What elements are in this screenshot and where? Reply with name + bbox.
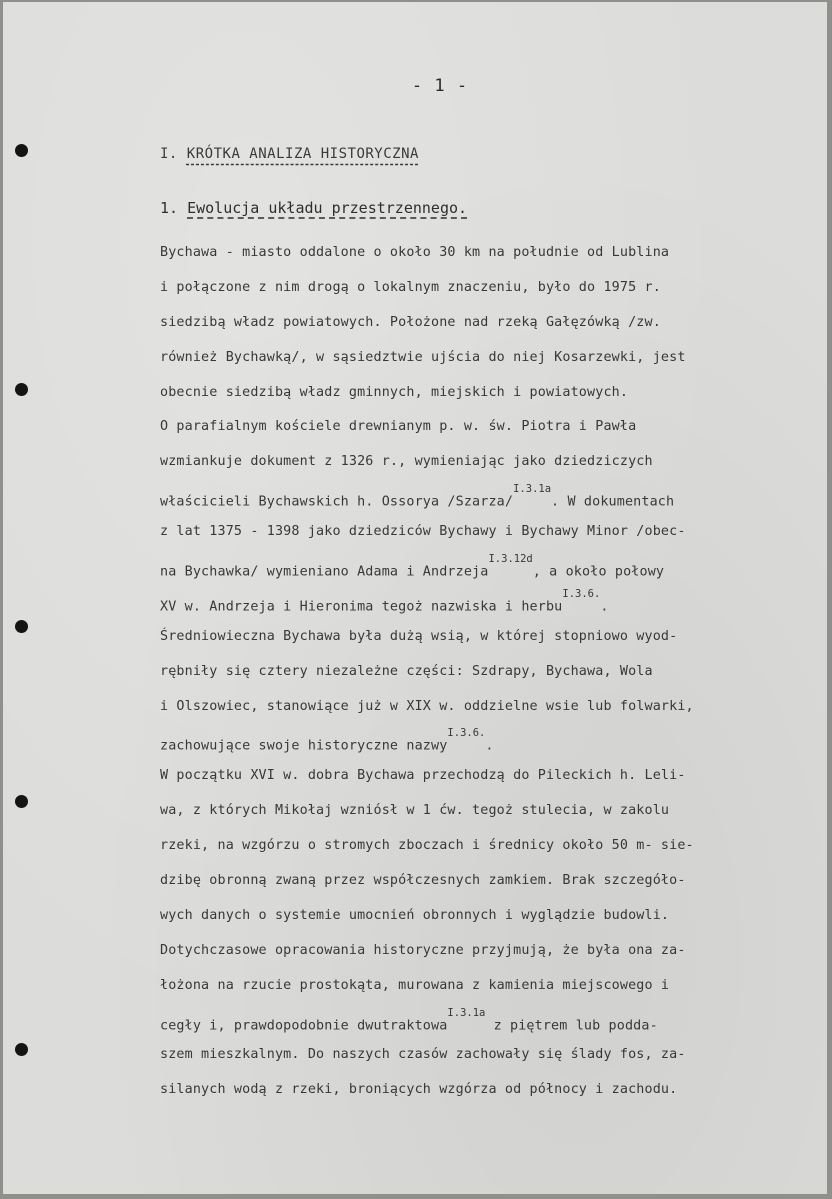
line-text: O parafialnym kościele drewnianym p. w. św. Piotra i Pawła — [160, 419, 637, 435]
text-line — [160, 445, 824, 480]
line-text: Średniowieczna Bychawa była dużą wsią, w której stopniowo wyod- — [160, 628, 678, 644]
text-line — [160, 899, 824, 934]
footnote-reference: I.3.6. — [447, 727, 486, 740]
text-line — [160, 864, 824, 899]
line-text: wych danych o systemie umocnień obronnych i wyglądzie budowli. — [160, 907, 670, 923]
line-text-continuation: . — [485, 738, 494, 754]
text-line — [160, 271, 824, 306]
line-text: z lat 1375 - 1398 jako dziedziców Bychawy i Bychawy Minor /obec- — [160, 524, 686, 540]
section-heading — [160, 199, 467, 217]
line-text: Dotychczasowe opracowania historyczne przyjmują, że była ona za- — [160, 942, 686, 958]
line-text: właścicieli Bychawskich h. Ossorya /Szarza/ — [160, 494, 514, 510]
punch-hole — [15, 383, 28, 396]
line-text: siedzibą władz powiatowych. Położone nad rzeką Gałęzówką /zw. — [160, 314, 661, 330]
text-line — [160, 759, 824, 794]
section-number: 1. — [160, 199, 179, 217]
line-text: i Olszowiec, stanowiące już w XIX w. oddzielne wsie lub folwarki, — [160, 698, 694, 714]
text-line — [160, 306, 824, 341]
punch-hole — [15, 1043, 28, 1056]
text-line — [160, 690, 824, 725]
footnote-reference: I.3.6. — [562, 587, 601, 600]
line-text-continuation: . — [600, 599, 609, 615]
body-text — [160, 236, 824, 1108]
line-text-continuation: , a około połowy — [532, 564, 665, 580]
text-line — [160, 829, 824, 864]
line-text: szem mieszkalnym. Do naszych czasów zachowały się ślady fos, za- — [160, 1047, 686, 1063]
line-text: silanych wodą z rzeki, broniących wzgórza od północy i zachodu. — [160, 1082, 678, 1098]
line-text: wa, z których Mikołaj wzniósł w 1 ćw. tegoż stulecia, w zakolu — [160, 803, 670, 819]
text-line — [160, 969, 824, 1004]
text-line — [160, 480, 824, 515]
chapter-number: I. — [160, 146, 178, 162]
line-text-continuation: . W dokumentach — [551, 494, 675, 510]
line-text: dzibę obronną zwaną przez współczesnych zamkiem. Brak szczegóło- — [160, 873, 686, 889]
line-text-continuation: z piętrem lub podda- — [485, 1018, 658, 1034]
text-line — [160, 515, 824, 550]
footnote-reference: I.3.1a — [513, 483, 552, 496]
punch-hole — [15, 620, 28, 633]
line-text: wzmiankuje dokument z 1326 r., wymieniając jako dziedziczych — [160, 454, 653, 470]
line-text: rębniły się cztery niezależne części: Szdrapy, Bychawa, Wola — [160, 663, 653, 679]
line-text: XV w. Andrzeja i Hieronima tegoż nazwiska i herbu — [160, 599, 563, 615]
line-text: i połączone z nim drogą o lokalnym znaczeniu, było do 1975 r. — [160, 279, 661, 295]
chapter-heading — [160, 146, 419, 162]
line-text: obecnie siedzibą władz gminnych, miejskich i powiatowych. — [160, 384, 629, 400]
text-line — [160, 410, 824, 445]
line-text: łożona na rzucie prostokąta, murowana z kamienia miejscowego i — [160, 977, 670, 993]
line-text: W początku XVI w. dobra Bychawa przechodzą do Pileckich h. Leli- — [160, 768, 686, 784]
text-line — [160, 236, 824, 271]
line-text: na Bychawka/ wymieniano Adama i Andrzeja — [160, 564, 489, 580]
text-line — [160, 550, 824, 585]
line-text: również Bychawką/, w sąsiedztwie ujścia do niej Kosarzewki, jest — [160, 349, 686, 365]
document-page — [3, 2, 827, 1194]
page-number: - 1 - — [411, 76, 469, 96]
punch-hole — [15, 144, 28, 157]
line-text: zachowujące swoje historyczne nazwy — [160, 738, 448, 754]
text-line — [160, 794, 824, 829]
text-line — [160, 1073, 824, 1108]
section-title: Ewolucja układu przestrzennego. — [187, 199, 468, 217]
text-line — [160, 585, 824, 620]
text-line — [160, 934, 824, 969]
line-text: rzeki, na wzgórzu o stromych zboczach i średnicy około 50 m- sie- — [160, 838, 694, 854]
text-line — [160, 1038, 824, 1073]
text-line — [160, 620, 824, 655]
line-text: cegły i, prawdopodobnie dwutraktowa — [160, 1018, 448, 1034]
footnote-reference: I.3.1a — [447, 1006, 486, 1019]
chapter-title: KRÓTKA ANALIZA HISTORYCZNA — [186, 146, 419, 162]
text-line — [160, 376, 824, 411]
text-line — [160, 341, 824, 376]
text-line — [160, 655, 824, 690]
text-line — [160, 724, 824, 759]
text-line — [160, 1004, 824, 1039]
punch-hole — [15, 795, 28, 808]
line-text: Bychawa - miasto oddalone o około 30 km na południe od Lublina — [160, 245, 670, 260]
footnote-reference: I.3.12d — [488, 553, 533, 566]
